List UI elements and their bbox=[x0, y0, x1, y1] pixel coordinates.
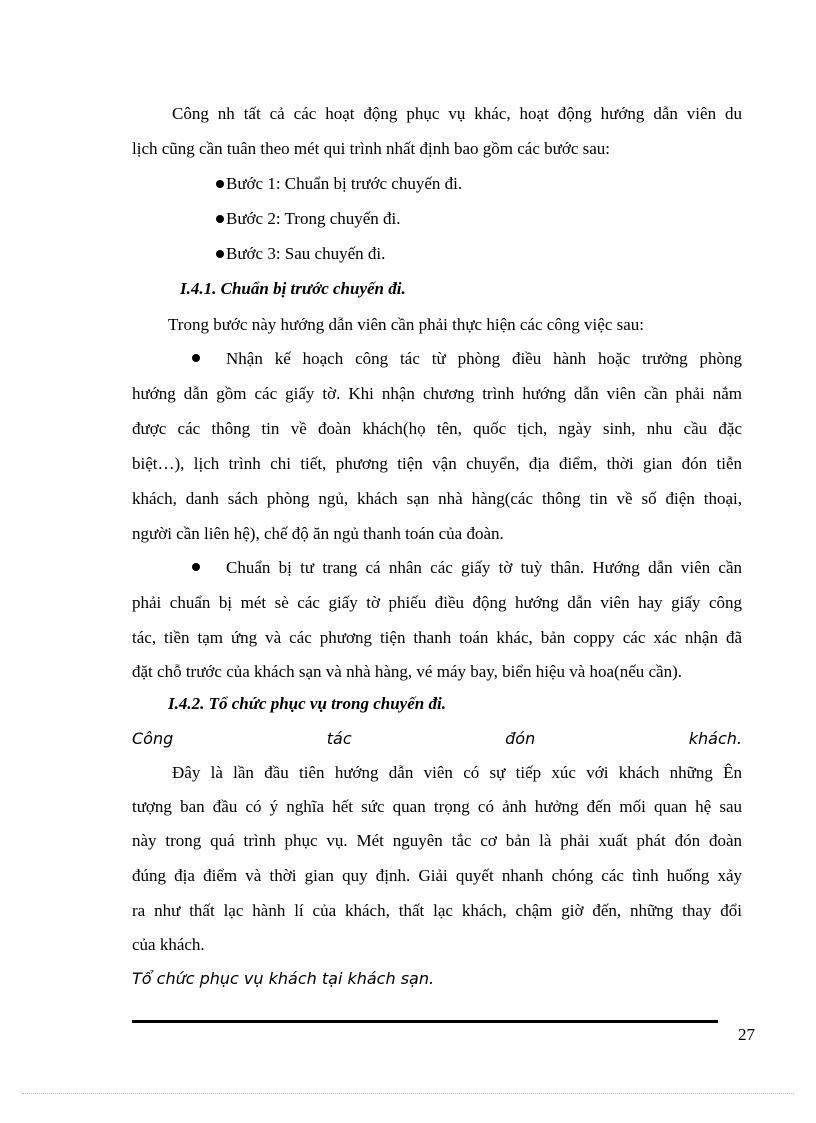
item1-line-4: biệt…), lịch trình chi tiết, phương tiện vận chuyển, địa điểm, thời gian đón tiễn bbox=[132, 454, 742, 473]
subheading-word: tác bbox=[326, 729, 352, 748]
step-item-1: Bước 1: Chuẩn bị trước chuyến đi. bbox=[226, 174, 463, 193]
subheading-word: đón bbox=[505, 729, 536, 748]
subheading-welcome bbox=[132, 729, 742, 749]
section-heading-2: I.4.2. Tổ chức phục vụ trong chuyến đi. bbox=[168, 694, 446, 713]
bullet-icon bbox=[216, 215, 224, 223]
paragraph-line-5: ra như thất lạc hành lí của khách, thất lạc khách, chậm giờ đến, những thay đổi bbox=[132, 901, 742, 920]
item1-line-5: khách, danh sách phòng ngủ, khách sạn nhà hàng(các thông tin về số điện thoại, bbox=[132, 489, 742, 508]
item2-line-2: phải chuẩn bị mét sè các giấy tờ phiếu điều động hướng dẫn viên hay giấy công bbox=[132, 593, 742, 612]
bullet-icon bbox=[192, 563, 200, 571]
paragraph-line-6: của khách. bbox=[132, 935, 205, 954]
intro-line-1: Công nh tất cả các hoạt động phục vụ khác, hoạt động hướng dẫn viên du bbox=[172, 104, 742, 123]
subheading-word: khách. bbox=[688, 729, 742, 748]
item2-line-1: Chuẩn bị tư trang cá nhân các giấy tờ tuỳ thân. Hướng dẫn viên cần bbox=[226, 558, 742, 577]
paragraph-line-4: đúng địa điểm và thời gian quy định. Giải quyết nhanh chóng các tình huống xảy bbox=[132, 866, 742, 885]
bullet-icon bbox=[192, 354, 200, 362]
item1-line-1: Nhận kế hoạch công tác từ phòng điều hành hoặc trưởng phòng bbox=[226, 349, 742, 368]
item1-line-3: được các thông tin về đoàn khách(họ tên, quốc tịch, ngày sinh, nhu cầu đặc bbox=[132, 419, 742, 438]
paragraph-line-3: này trong quá trình phục vụ. Mét nguyên tắc cơ bản là phải xuất phát đón đoàn bbox=[132, 831, 742, 850]
intro-line-2: lịch cũng cần tuân theo mét qui trình nhất định bao gồm các bước sau: bbox=[132, 139, 611, 158]
paragraph-line-2: tượng ban đầu có ý nghĩa hết sức quan trọng có ảnh hưởng đến mối quan hệ sau bbox=[132, 797, 742, 816]
bullet-icon bbox=[216, 180, 224, 188]
item1-line-6: người cần liên hệ), chế độ ăn ngủ thanh toán của đoàn. bbox=[132, 524, 504, 543]
footer-rule bbox=[132, 1020, 718, 1023]
paragraph-line-1: Đây là lần đầu tiên hướng dẫn viên có sự tiếp xúc với khách những Ên bbox=[172, 763, 742, 782]
subheading-hotel-service: Tổ chức phục vụ khách tại khách sạn. bbox=[132, 969, 435, 988]
item1-line-2: hướng dẫn gồm các giấy tờ. Khi nhận chương trình hướng dẫn viên cần phải nắm bbox=[132, 384, 742, 403]
page-boundary-dotted-line bbox=[22, 1093, 794, 1094]
section-heading-1: I.4.1. Chuẩn bị trước chuyến đi. bbox=[180, 279, 406, 298]
section1-intro: Trong bước này hướng dẫn viên cần phải thực hiện các công việc sau: bbox=[168, 315, 644, 334]
bullet-icon bbox=[216, 250, 224, 258]
subheading-word: Công bbox=[132, 729, 174, 748]
item2-line-4: đặt chỗ trước của khách sạn và nhà hàng, vé máy bay, biển hiệu và hoa(nếu cần). bbox=[132, 662, 683, 681]
page-number: 27 bbox=[738, 1025, 755, 1044]
step-item-2: Bước 2: Trong chuyến đi. bbox=[226, 209, 401, 228]
step-item-3: Bước 3: Sau chuyến đi. bbox=[226, 244, 386, 263]
item2-line-3: tác, tiền tạm ứng và các phương tiện thanh toán khác, bản coppy các xác nhận đã bbox=[132, 628, 742, 647]
